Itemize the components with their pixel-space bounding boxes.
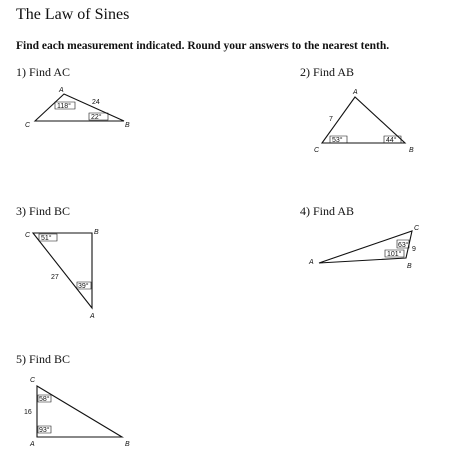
- problem-5-angle-c: 58°: [39, 396, 50, 403]
- instructions: Find each measurement indicated. Round your answers to the nearest tenth.: [16, 40, 390, 52]
- problem-2-angle-b: 44°: [386, 137, 397, 144]
- problem-3-vertex-c: C: [25, 232, 31, 239]
- problem-2-angle-c: 53°: [332, 137, 343, 144]
- problem-2-vertex-c: C: [314, 147, 320, 154]
- problem-1-angle-b: 22°: [91, 114, 102, 121]
- problem-1-vertex-a: A: [59, 87, 64, 94]
- problem-1-vertex-b: B: [125, 122, 130, 129]
- problem-3-angle-a: 39°: [78, 283, 89, 290]
- problem-4-vertex-a: A: [309, 259, 314, 266]
- problem-2-side-ac: 7: [329, 116, 333, 123]
- problem-3-angle-c: 51°: [41, 235, 52, 242]
- problem-1-angle-a: 118°: [57, 103, 71, 110]
- problem-4-vertex-c: C: [414, 225, 420, 232]
- problem-5-triangle-outline: [37, 386, 122, 437]
- problem-5-label: 5) Find BC: [16, 352, 71, 366]
- problem-4-side-bc: 9: [412, 246, 416, 253]
- problem-4-angle-b: 101°: [387, 251, 402, 258]
- problem-4-label: 4) Find AB: [300, 204, 355, 218]
- problem-1-label: 1) Find AC: [16, 65, 71, 79]
- problem-3-side-ac: 27: [51, 274, 59, 281]
- problem-5-angle-a: 93°: [39, 427, 50, 434]
- problem-5-vertex-c: C: [30, 377, 36, 384]
- problem-5-vertex-a: A: [30, 441, 35, 448]
- problem-5-side-ac: 16: [24, 409, 32, 416]
- problem-1-side-ab: 24: [92, 99, 100, 106]
- problem-3-vertex-a: A: [90, 313, 95, 320]
- problem-2-vertex-b: B: [409, 147, 414, 154]
- problem-3-label: 3) Find BC: [16, 204, 71, 218]
- problem-1-vertex-c: C: [25, 122, 31, 129]
- problem-5-vertex-b: B: [125, 441, 130, 448]
- problem-4-vertex-b: B: [407, 263, 412, 270]
- problem-2-vertex-a: A: [353, 89, 358, 96]
- worksheet-title: The Law of Sines: [16, 6, 130, 23]
- problem-2-label: 2) Find AB: [300, 65, 355, 79]
- problem-3-vertex-b: B: [94, 229, 99, 236]
- problem-4-angle-c: 63°: [398, 242, 409, 249]
